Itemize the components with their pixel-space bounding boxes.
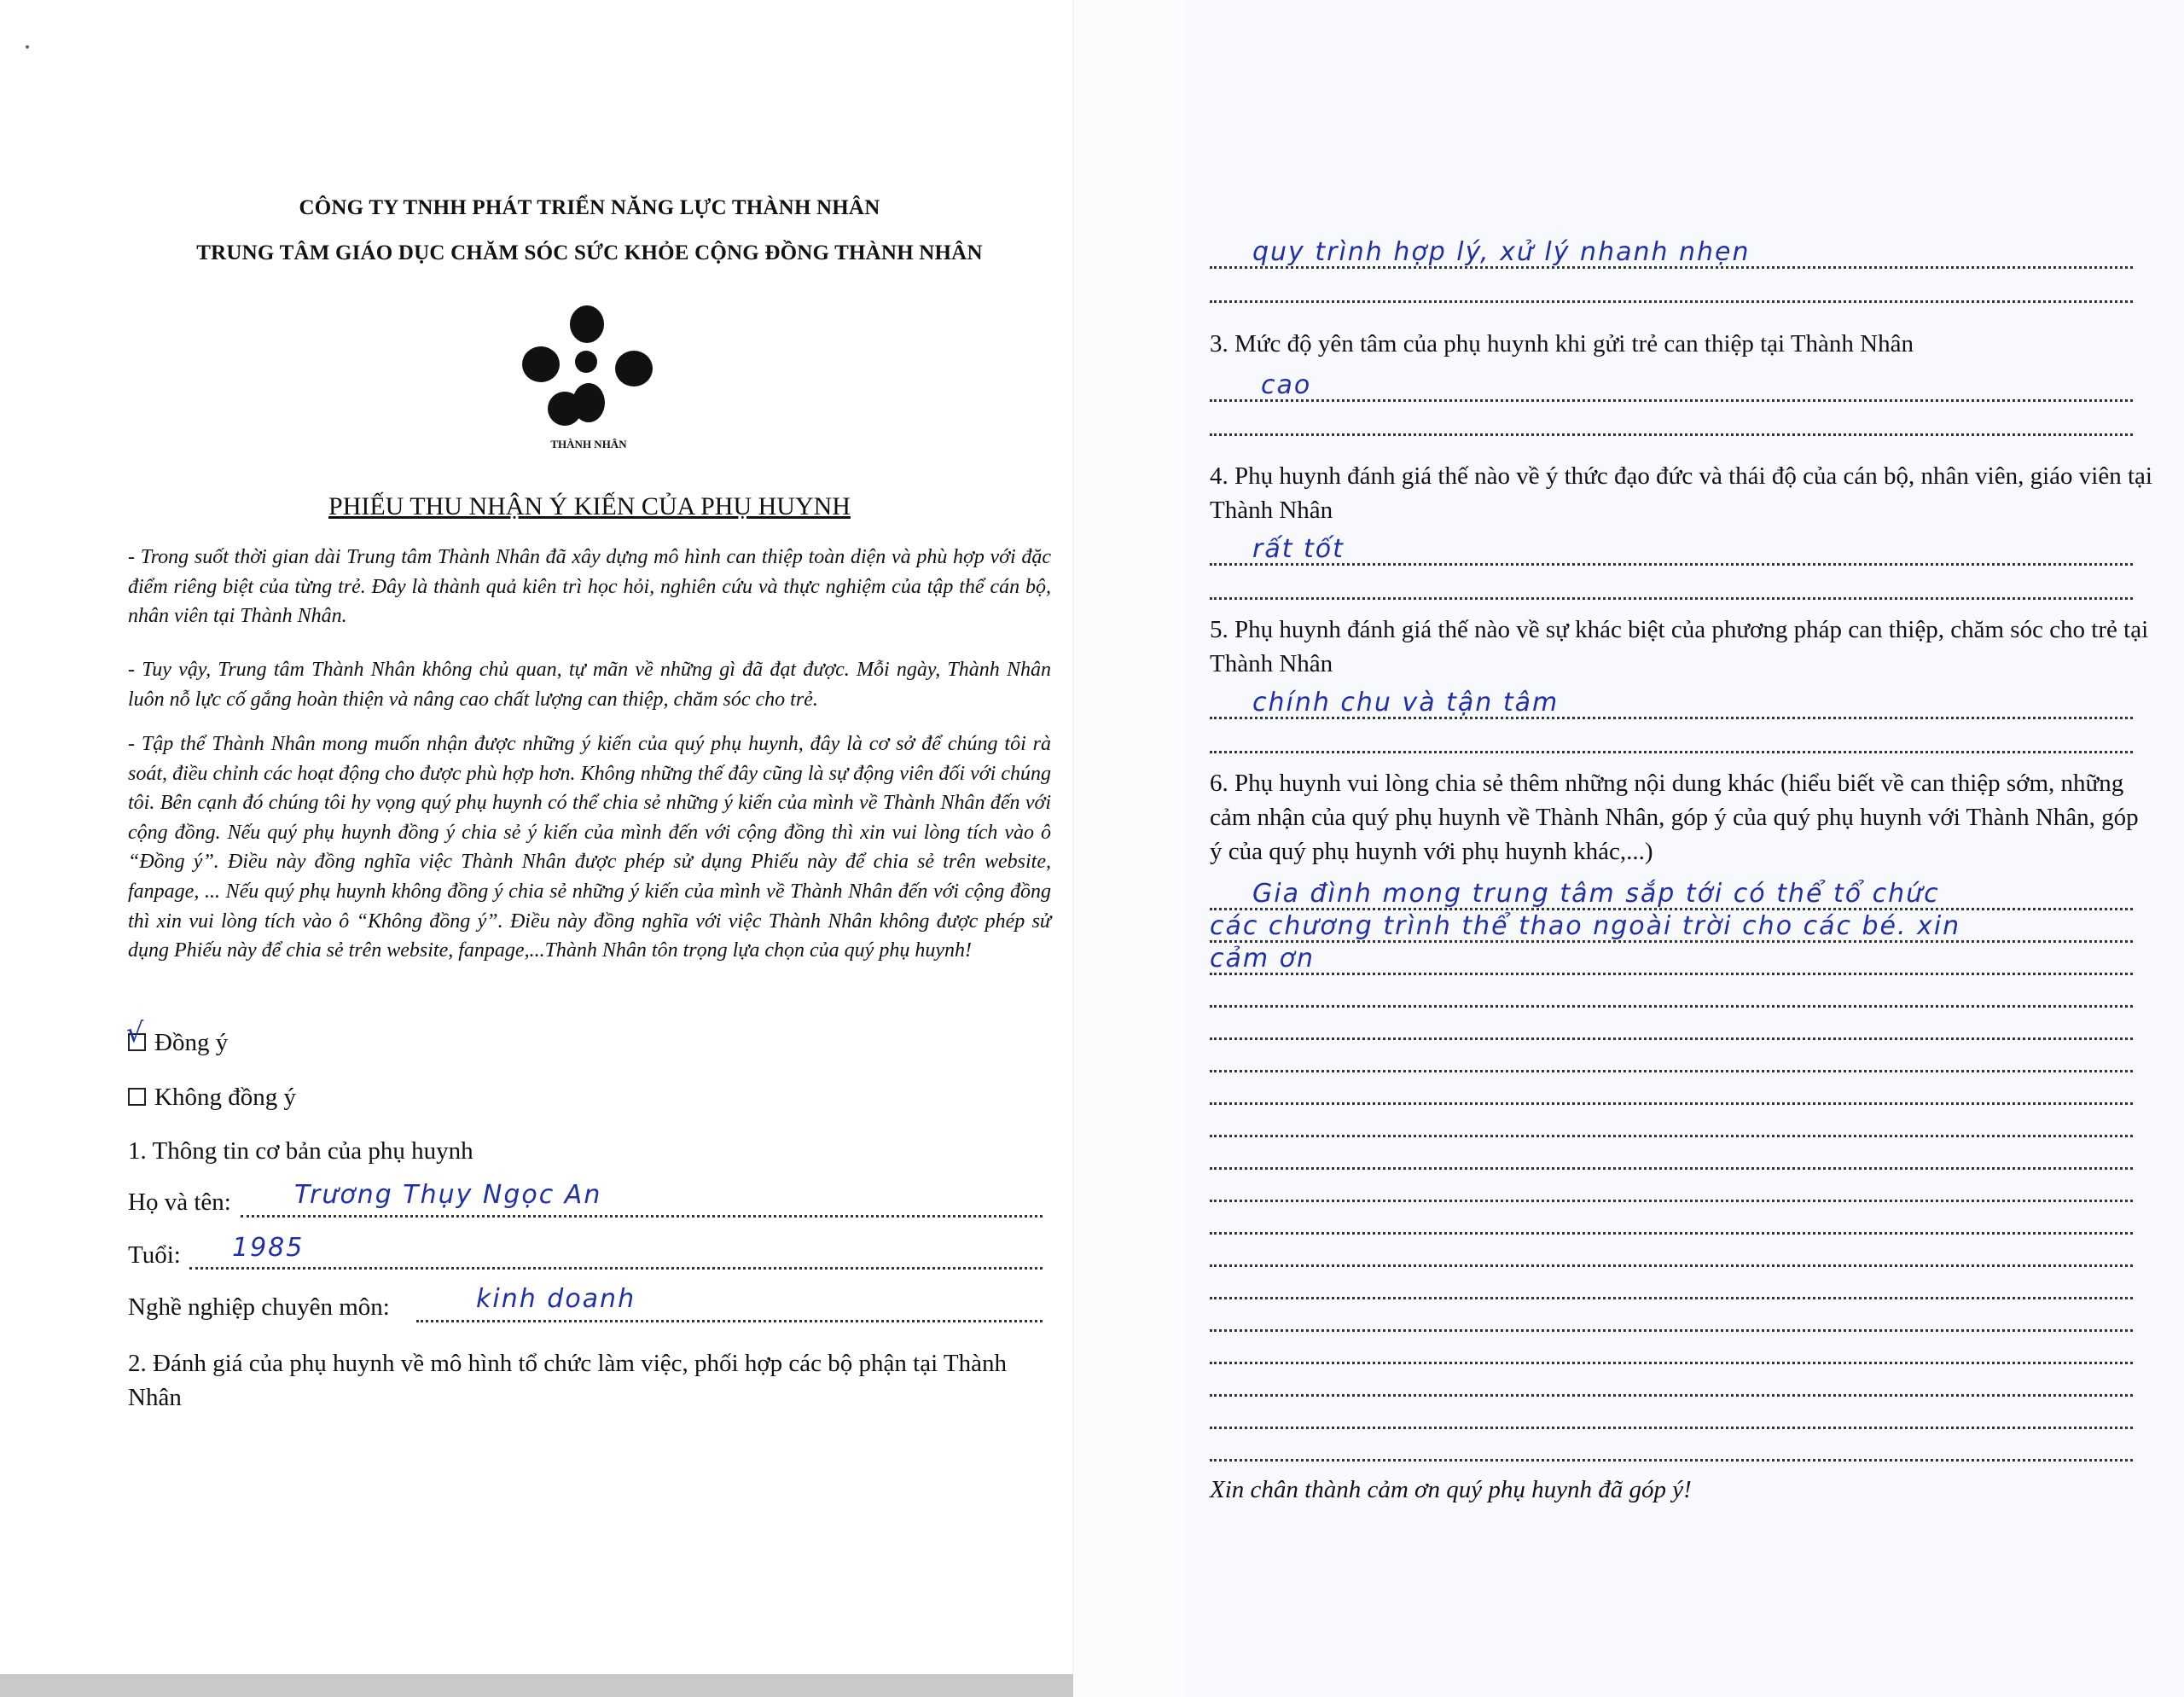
center-name: TRUNG TÂM GIÁO DỤC CHĂM SÓC SỨC KHỎE CỘNG ĐỒNG THÀNH NHÂN [196,241,983,264]
field-occupation-line [416,1320,1043,1322]
answer3-line-1 [1210,399,2133,402]
disagree-label: Không đồng ý [154,1084,296,1111]
question-4: 4. Phụ huynh đánh giá thế nào về ý thức đạo đức và thái độ của cán bộ, nhân viên, giáo viên tại Thành Nhân [1210,462,2152,524]
answer-4-text[interactable]: rất tốt [1252,534,1345,564]
field-occupation-label: Nghề nghiệp chuyên môn: [128,1293,390,1321]
answer4-line-2 [1210,597,2133,600]
form-page-left [0,0,1073,1697]
field-age-label: Tuổi: [128,1241,181,1269]
consent-disagree-option[interactable] [128,1084,296,1112]
answer-3-text[interactable]: cao [1261,370,1312,400]
logo-caption: THÀNH NHÂN [550,438,627,450]
question-2: 2. Đánh giá của phụ huynh về mô hình tổ chức làm việc, phối hợp các bộ phận tại Thành Nhân [128,1350,1007,1411]
field-age-value[interactable]: 1985 [232,1233,305,1263]
check-mark-icon: √ [126,1016,144,1049]
answer2-line-2 [1210,300,2133,303]
answer-6-line-2[interactable]: các chương trình thể thao ngoài trời cho các bé. xin [1210,911,1961,941]
section1-title: 1. Thông tin cơ bản của phụ huynh [128,1137,473,1165]
intro-paragraph-2: - Tuy vậy, Trung tâm Thành Nhân không chủ quan, tự mãn về những gì đã đạt được. Mỗi ngày, Thành Nhân luôn nỗ lực cố gắng hoàn thiện và nâng cao chất lượng can thiệp, chăm sóc cho trẻ. [128,659,1051,711]
answer-5-text[interactable]: chính chu và tận tâm [1252,688,1560,718]
field-name-line [241,1215,1043,1218]
answer5-line-2 [1210,751,2133,753]
answer-6-line-3[interactable]: cảm ơn [1210,944,1316,973]
field-name-label: Họ và tên: [128,1188,231,1216]
answer4-line-1 [1210,563,2133,566]
closing-thanks: Xin chân thành cảm ơn quý phụ huynh đã góp ý! [1210,1476,1692,1503]
field-age-line [189,1267,1043,1270]
agree-label: Đồng ý [154,1029,229,1056]
form-page-right [1186,0,2184,1697]
answer-6-line-1[interactable]: Gia đình mong trung tâm sắp tới có thể tổ chức [1252,879,1940,909]
answer3-line-2 [1210,433,2133,436]
question-3: 3. Mức độ yên tâm của phụ huynh khi gửi trẻ can thiệp tại Thành Nhân [1210,330,1914,357]
checkbox-agree[interactable] [126,1016,146,1051]
intro-paragraph-3: - Tập thể Thành Nhân mong muốn nhận được những ý kiến của quý phụ huynh, đây là cơ sở để chúng tôi rà soát, điều chỉnh các hoạt động cho được phù hợp hơn. Không những thế đây cũng là sự động viên đối với chúng tôi. Bên cạnh đó chúng tôi hy vọng quý phụ huynh có thể chia sẻ những ý kiến của mình về Thành Nhân đến với cộng đồng. Nếu quý phụ huynh đồng ý chia sẻ ý kiến của mình đến với cộng đồng thì xin vui lòng tích vào ô “Đồng ý”. Điều này đồng nghĩa việc Thành Nhân được phép sử dụng Phiếu này để chia sẻ trên website, fanpage, ... Nếu quý phụ huynh không đồng ý chia sẻ những ý kiến của mình về Thành Nhân đến với cộng đồng thì xin vui lòng tích vào ô “Không đồng ý”. Điều này đồng nghĩa với việc Thành Nhân không được phép sử dụng Phiếu này để chia sẻ trên website, fanpage,...Thành Nhân tôn trọng lựa chọn của quý phụ huynh! [128,733,1051,962]
answer-2-text[interactable]: quy trình hợp lý, xử lý nhanh nhẹn [1252,237,1751,267]
question-5: 5. Phụ huynh đánh giá thế nào về sự khác biệt của phương pháp can thiệp, chăm sóc cho trẻ tại Thành Nhân [1210,616,2149,677]
form-title: PHIẾU THU NHẬN Ý KIẾN CỦA PHỤ HUYNH [328,492,851,520]
flower-logo-icon [512,300,665,428]
field-name-value[interactable]: Trương Thụy Ngọc An [294,1180,602,1210]
intro-paragraph-1: - Trong suốt thời gian dài Trung tâm Thành Nhân đã xây dựng mô hình can thiệp toàn diện và phù hợp với đặc điểm riêng biệt của từng trẻ. Đây là thành quả kiên trì học hỏi, nghiên cứu và thực nghiệm của tập thể cán bộ, nhân viên tại Thành Nhân. [128,546,1051,628]
field-occupation-value[interactable]: kinh doanh [476,1284,636,1314]
consent-agree-option[interactable] [126,1016,229,1057]
checkbox-disagree[interactable] [128,1088,146,1106]
company-name: CÔNG TY TNHH PHÁT TRIỂN NĂNG LỰC THÀNH NHÂN [299,196,880,219]
question-6: 6. Phụ huynh vui lòng chia sẻ thêm những nội dung khác (hiểu biết về can thiệp sớm, những cảm nhận của quý phụ huynh về Thành Nhân, góp ý của quý phụ huynh với Thành Nhân, góp ý của quý phụ huynh với phụ huynh khác,...) [1210,770,2139,865]
